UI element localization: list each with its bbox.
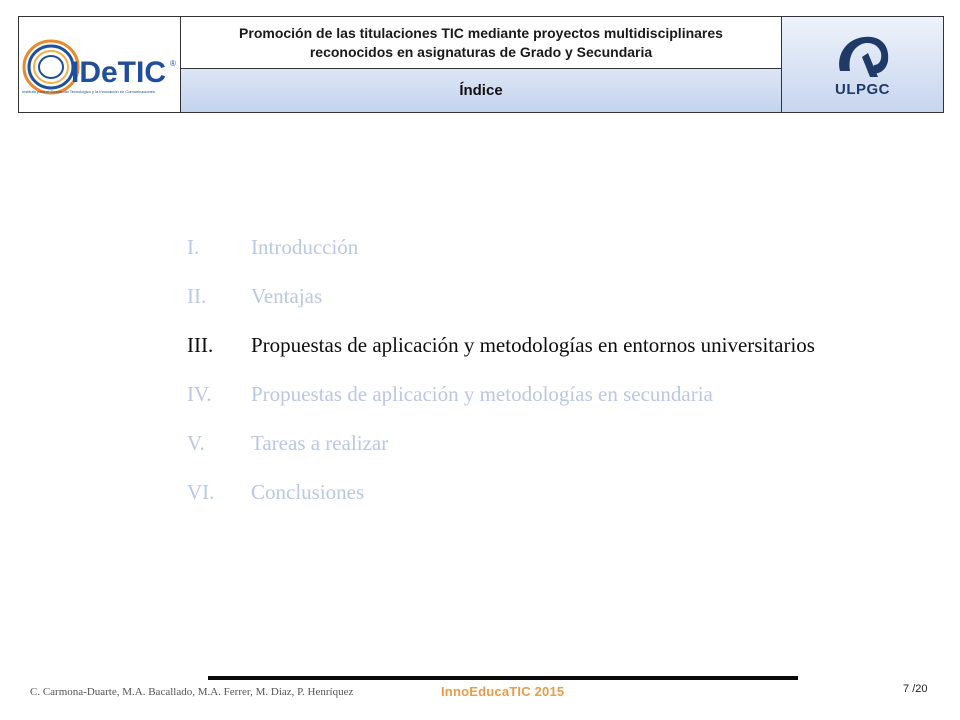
toc-item-label: Ventajas <box>251 284 323 308</box>
footer-divider <box>208 676 798 680</box>
toc-item-number: II. <box>187 284 207 308</box>
page-number <box>903 683 927 695</box>
toc-item-number: I. <box>187 235 200 259</box>
toc-item-universitarios <box>187 330 927 379</box>
presentation-title <box>181 17 781 69</box>
toc-item-number: IV. <box>187 382 212 406</box>
presentation-title-text: Promoción de las titulaciones TIC mediante proyectos multidisciplinares reconocidos en asignaturas de Grado y Secundaria <box>239 24 723 60</box>
toc-item-label: Propuestas de aplicación y metodologías en secundaria <box>251 382 713 406</box>
toc-item-label: Introducción <box>251 235 359 259</box>
ulpgc-logo-text: ULPGC <box>835 81 890 98</box>
toc-item-introduccion <box>187 232 927 281</box>
toc-item-number: VI. <box>187 480 215 504</box>
footer-authors: C. Carmona-Duarte, M.A. Bacallado, M.A. Ferrer, M. Diaz, P. Henríquez <box>30 686 354 698</box>
ulpgc-logo <box>782 17 943 112</box>
toc-item-label: Conclusiones <box>251 480 365 504</box>
idetic-logo <box>19 17 181 112</box>
toc-item-number: V. <box>187 431 205 455</box>
idetic-tagline: Instituto para el Desarrollo Tecnológico y la Innovación en Comunicaciones <box>22 89 155 94</box>
idetic-brand-text: IDeTIC <box>71 56 167 89</box>
page-total: /20 <box>912 683 928 695</box>
section-title: Índice <box>181 69 781 112</box>
toc-item-label: Propuestas de aplicación y metodologías en entornos universitarios <box>251 333 815 357</box>
toc-item-secundaria <box>187 379 927 428</box>
footer-brand: InnoEducaTIC 2015 <box>441 684 565 699</box>
toc-item-label: Tareas a realizar <box>251 431 389 455</box>
toc-item-number: III. <box>187 333 214 357</box>
registered-mark: ® <box>170 59 176 68</box>
slide-header <box>18 16 944 113</box>
page-current: 7 <box>903 683 910 695</box>
toc-item-ventajas <box>187 281 927 330</box>
toc-item-tareas <box>187 428 927 477</box>
table-of-contents <box>187 232 927 526</box>
toc-item-conclusiones <box>187 477 927 526</box>
header-center <box>181 17 782 112</box>
